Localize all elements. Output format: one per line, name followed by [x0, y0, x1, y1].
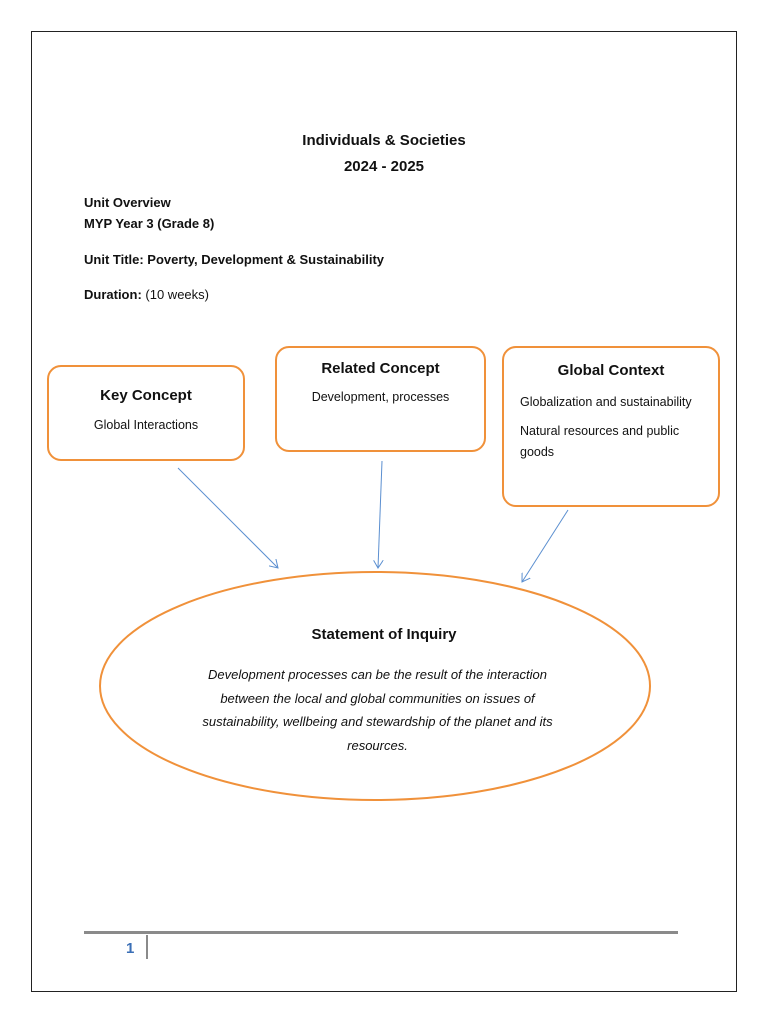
key-concept-text: Global Interactions	[93, 418, 199, 432]
unit-title: Unit Title: Poverty, Development & Sustainability	[84, 252, 385, 267]
statement-of-inquiry-text: Development processes can be the result of the interaction between the local and global communities on issues of sustainability, wellbeing and stewardship of the planet and its resources.	[202, 667, 553, 753]
page-number-divider	[146, 935, 148, 959]
footer-rule	[84, 931, 678, 934]
unit-overview-label: Unit Overview	[84, 195, 171, 210]
related-concept-heading: Related Concept	[321, 360, 440, 377]
arrow-global-context	[522, 510, 568, 582]
duration-value: (10 weeks)	[145, 287, 209, 302]
school-year: 2024 - 2025	[343, 158, 425, 175]
duration-label: Duration:	[84, 287, 142, 302]
global-context-heading: Global Context	[557, 362, 665, 379]
key-concept-heading: Key Concept	[100, 387, 192, 404]
subject-title: Individuals & Societies	[302, 132, 466, 149]
global-context-text-1: Globalization and sustainability	[520, 395, 692, 409]
arrow-key-concept	[178, 468, 278, 568]
page-number: 1	[126, 940, 135, 957]
year-grade-label: MYP Year 3 (Grade 8)	[84, 216, 215, 231]
related-concept-text: Development, processes	[311, 390, 450, 404]
statement-of-inquiry-heading: Statement of Inquiry	[311, 626, 457, 643]
global-context-text-2: Natural resources and public goods	[520, 424, 680, 459]
arrow-related-concept	[378, 461, 382, 568]
